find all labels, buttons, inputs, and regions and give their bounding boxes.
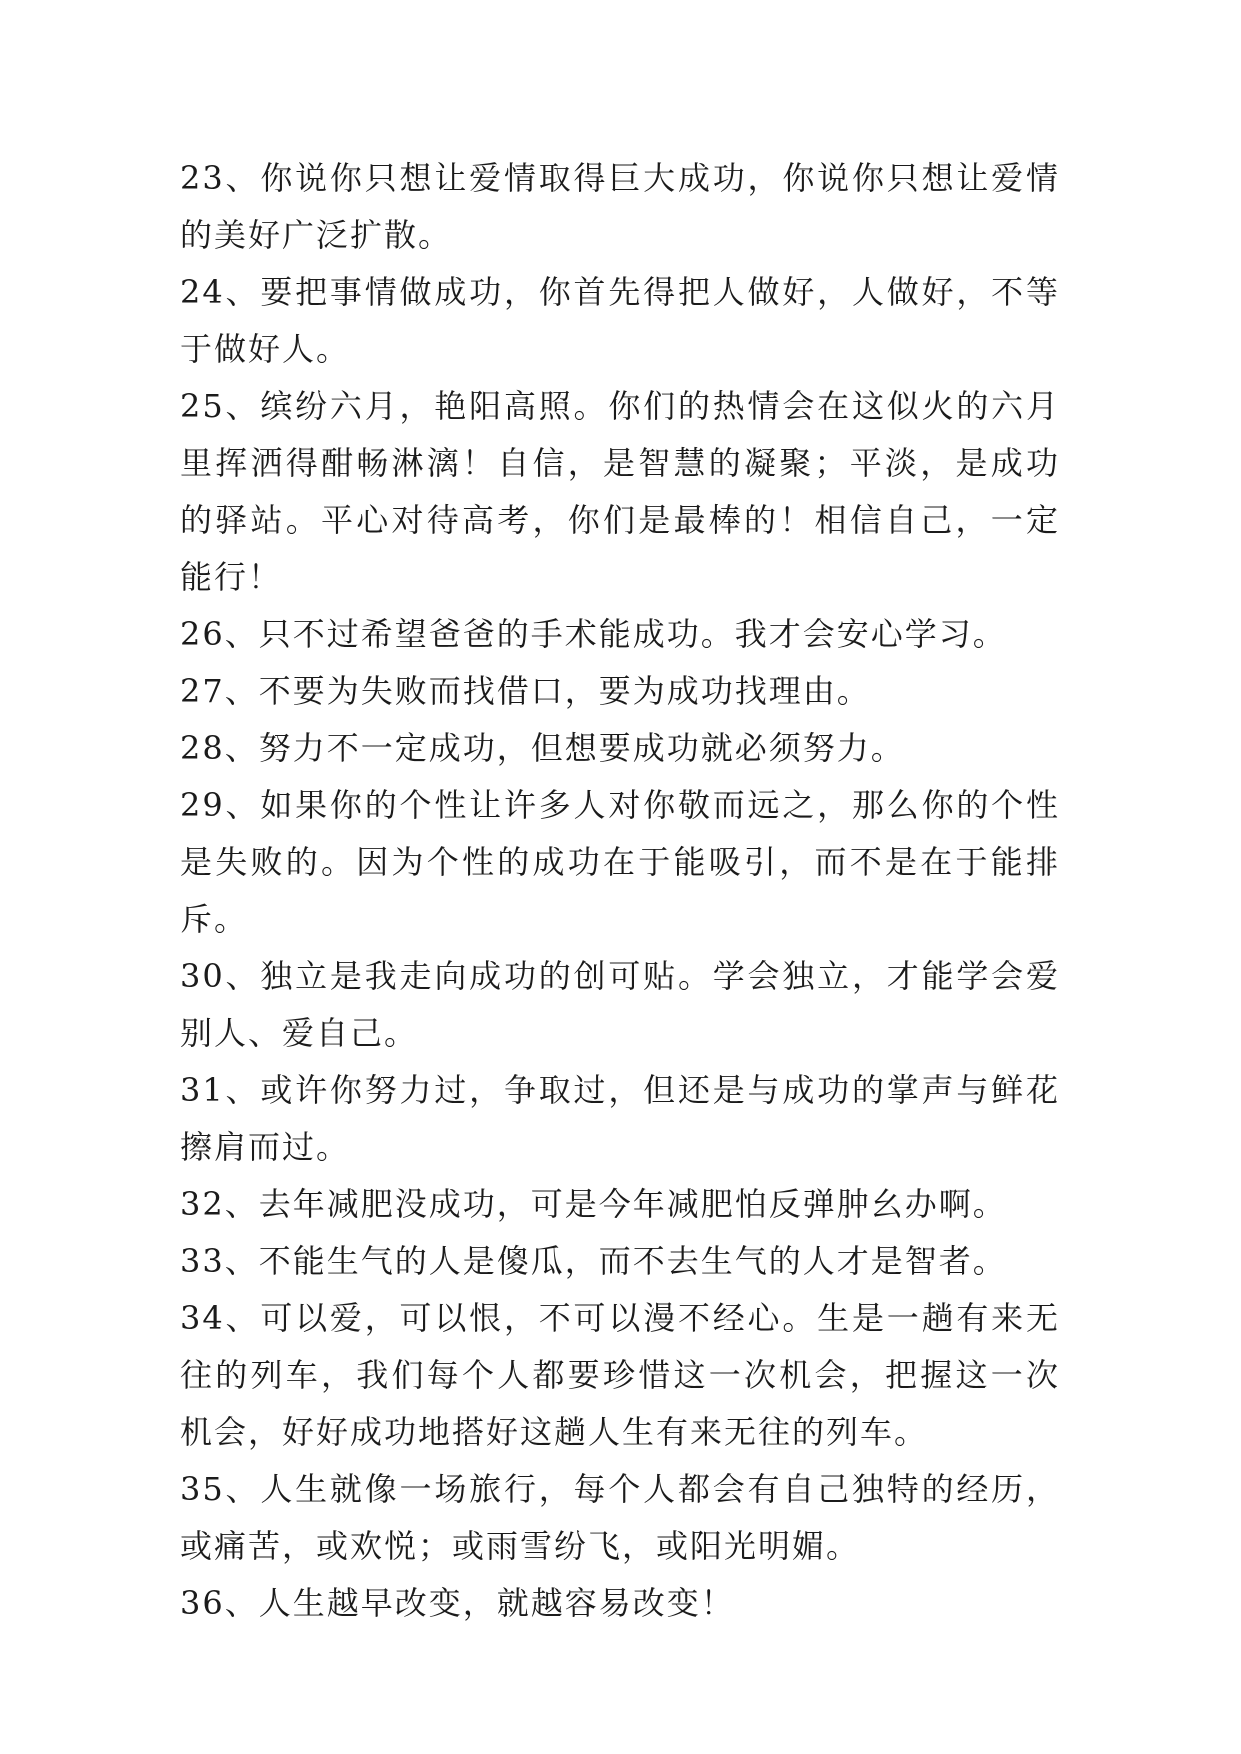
quote-item [180,264,1060,378]
quote-text: 你说你只想让爱情取得巨大成功，你说你只想让爱情的美好广泛扩散。 [180,159,1060,254]
quote-item [180,1233,1060,1290]
quote-text: 如果你的个性让许多人对你敬而远之，那么你的个性是失败的。因为个性的成功在于能吸引，而不是在于能排斥。 [180,786,1060,938]
quote-item [180,777,1060,948]
quote-item [180,1062,1060,1176]
quote-list [180,150,1060,1632]
quote-number: 31 [180,1071,225,1109]
quote-number: 28 [180,729,225,767]
quote-separator: 、 [224,957,261,995]
quote-item [180,1176,1060,1233]
quote-item [180,150,1060,264]
quote-separator: 、 [224,1584,259,1622]
quote-text: 或许你努力过，争取过，但还是与成功的掌声与鲜花擦肩而过。 [180,1071,1060,1166]
quote-item [180,1575,1060,1632]
quote-separator: 、 [224,615,259,653]
quote-text: 独立是我走向成功的创可贴。学会独立，才能学会爱别人、爱自己。 [180,957,1060,1052]
quote-number: 27 [180,672,225,710]
quote-number: 29 [180,786,225,824]
quote-number: 23 [180,159,225,197]
quote-number: 34 [180,1299,225,1337]
quote-item [180,663,1060,720]
quote-item [180,1290,1060,1461]
quote-separator: 、 [224,786,261,824]
quote-text: 不要为失败而找借口，要为成功找理由。 [258,672,871,710]
quote-number: 30 [180,957,225,995]
quote-separator: 、 [224,1185,259,1223]
quote-separator: 、 [224,672,259,710]
quote-separator: 、 [224,1071,261,1109]
quote-item [180,948,1060,1062]
quote-item [180,720,1060,777]
quote-text: 要把事情做成功，你首先得把人做好，人做好，不等于做好人。 [180,273,1060,368]
quote-text: 只不过希望爸爸的手术能成功。我才会安心学习。 [258,615,1007,653]
quote-item [180,1461,1060,1575]
quote-separator: 、 [224,387,261,425]
quote-text: 努力不一定成功，但想要成功就必须努力。 [258,729,905,767]
quote-text: 可以爱，可以恨，不可以漫不经心。生是一趟有来无往的列车，我们每个人都要珍惜这一次机会，把握这一次机会，好好成功地搭好这趟人生有来无往的列车。 [180,1299,1060,1451]
quote-separator: 、 [224,729,259,767]
quote-text: 人生越早改变，就越容易改变！ [258,1584,735,1622]
quote-number: 24 [180,273,225,311]
quote-item [180,606,1060,663]
quote-separator: 、 [224,273,261,311]
quote-text: 去年减肥没成功，可是今年减肥怕反弹肿幺办啊。 [258,1185,1007,1223]
quote-separator: 、 [224,1299,261,1337]
quote-number: 36 [180,1584,225,1622]
quote-number: 35 [180,1470,225,1508]
quote-text: 缤纷六月，艳阳高照。你们的热情会在这似火的六月里挥洒得酣畅淋漓！自信，是智慧的凝聚；平淡，是成功的驿站。平心对待高考，你们是最棒的！相信自己，一定能行！ [180,387,1060,596]
quote-number: 33 [180,1242,225,1280]
quote-separator: 、 [224,1470,261,1508]
quote-text: 人生就像一场旅行，每个人都会有自己独特的经历，或痛苦，或欢悦；或雨雪纷飞，或阳光明媚。 [180,1470,1060,1565]
quote-text: 不能生气的人是傻瓜，而不去生气的人才是智者。 [258,1242,1007,1280]
quote-number: 26 [180,615,225,653]
quote-item [180,378,1060,606]
quote-separator: 、 [224,1242,259,1280]
quote-number: 25 [180,387,225,425]
quote-number: 32 [180,1185,225,1223]
quote-separator: 、 [224,159,261,197]
